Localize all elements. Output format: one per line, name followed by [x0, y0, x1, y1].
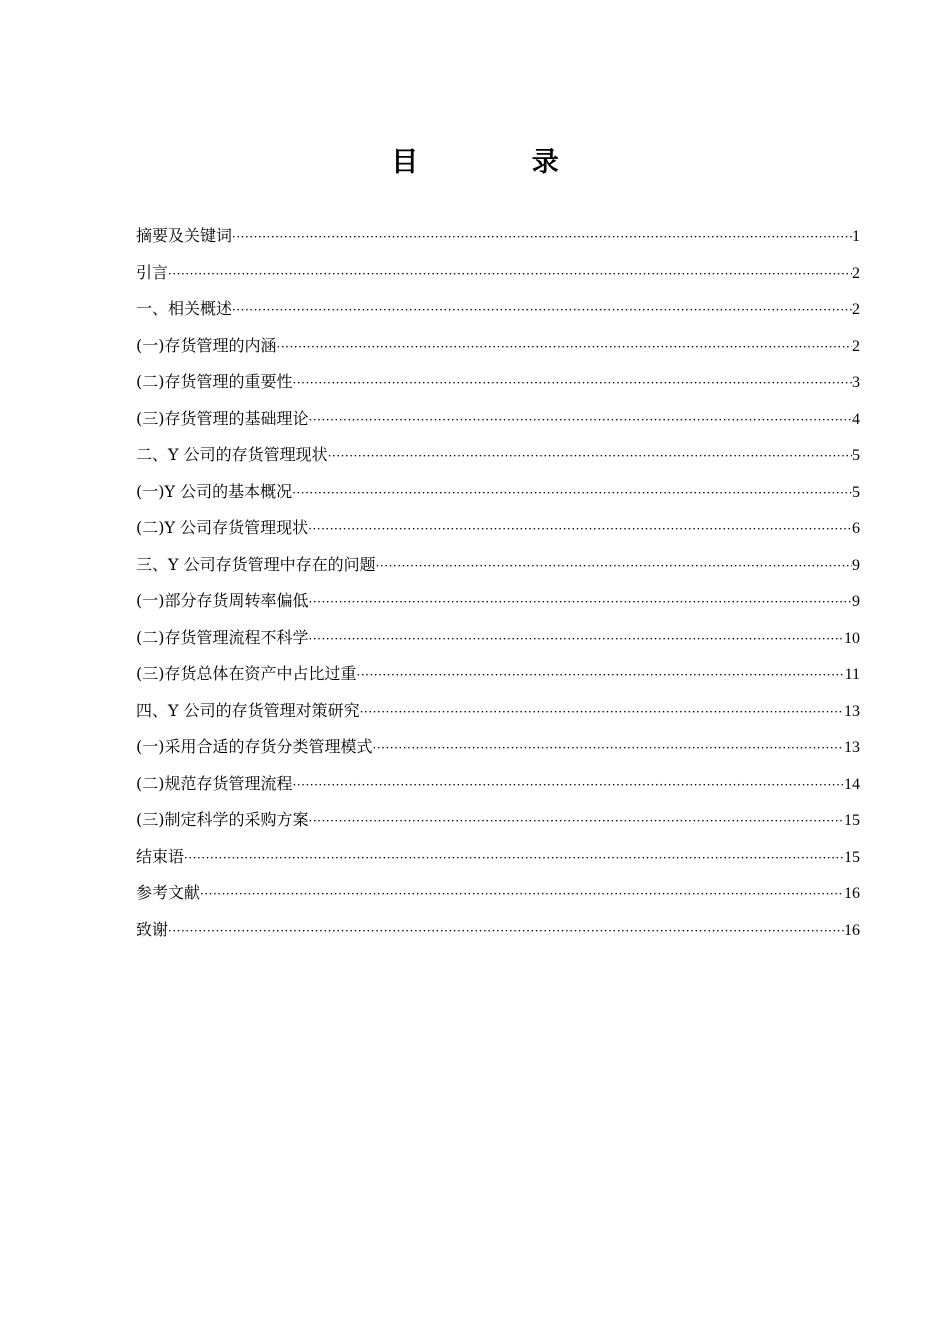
- toc-entry-label: (三)制定科学的采购方案: [136, 810, 309, 829]
- toc-page-number: 11: [844, 666, 860, 683]
- toc-page-number: 3: [852, 374, 860, 391]
- toc-entry-label: 参考文献: [136, 883, 201, 902]
- toc-dot-leader: [232, 219, 852, 256]
- toc-entry-label: (二)Y 公司存货管理现状: [136, 518, 309, 537]
- toc-entry-label: (二)存货管理的重要性: [136, 372, 293, 391]
- toc-dot-leader: [376, 548, 852, 585]
- toc-entry[interactable]: [136, 364, 860, 401]
- toc-entry[interactable]: [136, 766, 860, 803]
- toc-page-number: 16: [844, 885, 860, 902]
- toc-entry[interactable]: [136, 218, 860, 255]
- toc-page-number: 4: [852, 410, 860, 428]
- toc-page-number: 5: [852, 483, 860, 501]
- toc-page-number: 16: [844, 921, 860, 939]
- toc-entry-label: (二)存货管理流程不科学: [136, 627, 309, 647]
- toc-entry[interactable]: [136, 875, 860, 912]
- toc-dot-leader: [309, 584, 853, 621]
- toc-entry-label: 三、Y 公司存货管理中存在的问题: [136, 554, 376, 574]
- toc-page-number: 5: [852, 447, 860, 464]
- toc-page-number: 9: [852, 556, 860, 574]
- toc-entry[interactable]: [136, 656, 860, 693]
- toc-entry[interactable]: [136, 291, 860, 328]
- toc-page-number: 9: [852, 593, 860, 610]
- toc-entry-label: 引言: [136, 262, 169, 282]
- toc-page-number: 13: [844, 739, 860, 756]
- toc-page-number: 2: [852, 337, 860, 355]
- toc-entry-label: (一)采用合适的存货分类管理模式: [136, 737, 373, 756]
- toc-dot-leader: [200, 876, 844, 913]
- toc-page-number: 6: [852, 520, 860, 537]
- toc-entry-label: 一、相关概述: [136, 299, 233, 318]
- toc-entry-label: (三)存货管理的基础理论: [136, 408, 309, 428]
- toc-dot-leader: [168, 256, 852, 293]
- toc-dot-leader: [308, 511, 852, 548]
- toc-entry[interactable]: [136, 474, 860, 511]
- toc-entry[interactable]: [136, 401, 860, 438]
- toc-entry[interactable]: [136, 547, 860, 584]
- toc-entry-label: 四、Y 公司的存货管理对策研究: [136, 700, 360, 720]
- toc-page-number: 15: [844, 848, 860, 866]
- toc-page-number: 14: [844, 775, 860, 793]
- toc-dot-leader: [184, 840, 844, 877]
- toc-dot-leader: [357, 657, 845, 694]
- toc-entry[interactable]: [136, 510, 860, 547]
- toc-entry-label: (一)Y 公司的基本概况: [136, 481, 293, 501]
- toc-dot-leader: [232, 292, 852, 329]
- toc-entry-label: (三)存货总体在资产中占比过重: [136, 664, 357, 683]
- page-title: 目 录: [391, 147, 611, 178]
- toc-entry-label: 摘要及关键词: [136, 226, 233, 245]
- toc-dot-leader: [309, 803, 845, 840]
- toc-entry[interactable]: [136, 839, 860, 876]
- toc-dot-leader: [373, 730, 845, 767]
- toc-dot-leader: [328, 438, 852, 475]
- toc-entry[interactable]: [136, 912, 860, 949]
- toc-dot-leader: [277, 329, 853, 366]
- toc-entry[interactable]: [136, 620, 860, 657]
- toc-entry[interactable]: [136, 255, 860, 292]
- toc-entry-label: 结束语: [136, 846, 185, 866]
- toc-page-number: 13: [844, 702, 860, 720]
- toc-dot-leader: [309, 402, 853, 439]
- toc-entry[interactable]: [136, 437, 860, 474]
- toc-entry-label: 二、Y 公司的存货管理现状: [136, 445, 328, 464]
- toc-page-number: 15: [844, 812, 860, 829]
- toc-entry[interactable]: [136, 583, 860, 620]
- toc-entry-label: 致谢: [136, 919, 169, 939]
- toc-dot-leader: [309, 621, 845, 658]
- toc-dot-leader: [292, 475, 852, 512]
- toc-dot-leader: [360, 694, 844, 731]
- toc-entry[interactable]: [136, 729, 860, 766]
- toc-page-number: 1: [852, 228, 860, 245]
- toc-entry-label: (一)部分存货周转率偏低: [136, 591, 309, 610]
- toc-dot-leader: [293, 767, 845, 804]
- toc-page-number: 2: [852, 264, 860, 282]
- toc-page-number: 2: [852, 301, 860, 318]
- toc-page-number: 10: [844, 629, 860, 647]
- table-of-contents: [136, 218, 860, 948]
- toc-entry-label: (一)存货管理的内涵: [136, 335, 277, 355]
- toc-entry[interactable]: [136, 802, 860, 839]
- toc-entry[interactable]: [136, 693, 860, 730]
- toc-entry[interactable]: [136, 328, 860, 365]
- toc-dot-leader: [168, 913, 844, 950]
- toc-dot-leader: [293, 365, 853, 402]
- toc-entry-label: (二)规范存货管理流程: [136, 773, 293, 793]
